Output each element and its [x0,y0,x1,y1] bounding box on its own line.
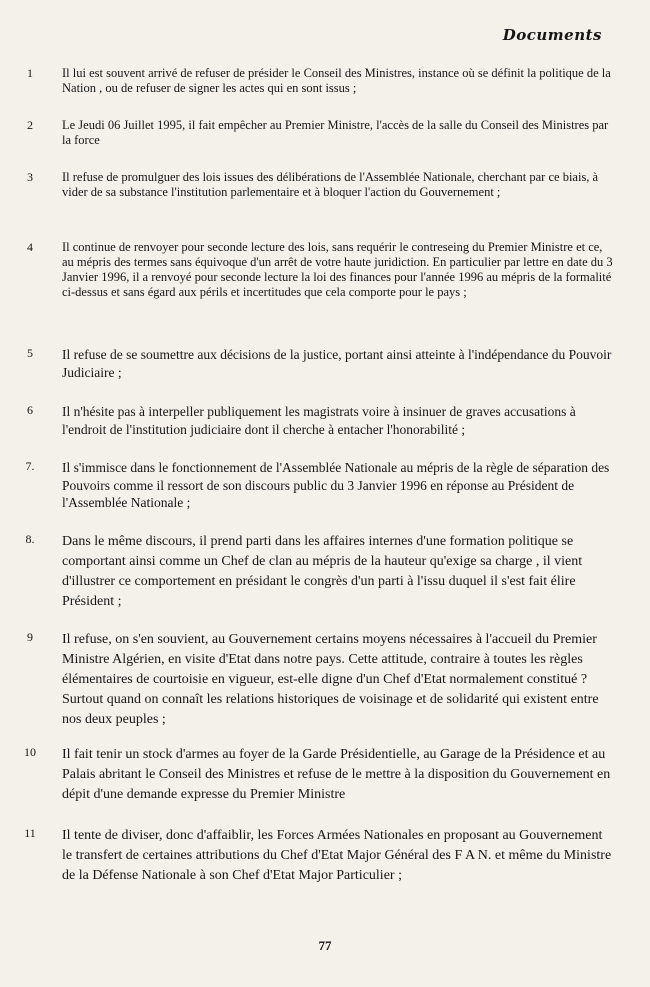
item-text: Dans le même discours, il prend parti dans les affaires internes d'une formation politique se comportant ainsi comme un Chef de clan au mépris de la hauteur qu'exige sa charge , il vient d'illustrer ce comportement en présidant le congrès d'un parti à l'issu duquel il s'est fait élire Président ; [62,534,583,609]
item-number: 2 [27,118,33,132]
item-number: 5 [27,346,33,360]
item-text: Il refuse, on s'en souvient, au Gouvernement certains moyens nécessaires à l'accueil du Premier Ministre Algérien, en visite d'Etat dans notre pays. Cette attitude, contraire à toutes les règles élémentaires de courtoisie en vigueur, est-elle digne d'un Chef d'Etat normalement constitué ? Surtout quand on connaît les relations historiques de voisinage et de solidarité qui existent entre nos deux peuples ; [62,632,599,727]
item-number: 7. [25,459,35,473]
item-number: 4 [27,240,33,254]
item-text: Il refuse de se soumettre aux décisions de la justice, portant ainsi atteinte à l'indépendance du Pouvoir Judiciaire ; [62,347,612,380]
item-number: 6 [27,403,33,417]
item-number: 8. [25,532,35,546]
item-text: Il tente de diviser, donc d'affaiblir, les Forces Armées Nationales en proposant au Gouvernement le transfert de certaines attributions du Chef d'Etat Major Général des F A N. et même du Ministre de la Défense Nationale à son Chef d'Etat Major Particulier ; [62,828,612,883]
item-text: Il refuse de promulguer des lois issues des délibérations de l'Assemblée Nationale, cherchant par ce biais, à vider de sa substance l'institution parlementaire et à bloquer l'action du Gouvernement ; [62,170,599,199]
section-header: Documents [502,26,602,44]
item-text: Il n'hésite pas à interpeller publiquement les magistrats voire à insinuer de graves accusations à l'endroit de l'institution judiciaire dont il cherche à entacher l'honorabilité ; [62,404,576,437]
item-number: 9 [27,630,33,644]
item-text: Le Jeudi 06 Juillet 1995, il fait empêcher au Premier Ministre, l'accès de la salle du Conseil des Ministres par la force [62,118,609,147]
item-number: 10 [24,745,36,759]
page-number: 77 [318,938,332,953]
item-text: Il continue de renvoyer pour seconde lecture des lois, sans requérir le contreseing du Premier Ministre et ce, au mépris des termes sans équivoque d'un arrêt de votre haute juridiction. En particulier par lettre en date du 3 Janvier 1996, il a renvoyé pour seconde lecture la loi des finances pour l'année 1996 au mépris de la formalité ci-dessus et sans égard aux périls et incertitudes que cela comporte pour le pays ; [62,240,613,299]
item-text: Il s'immisce dans le fonctionnement de l'Assemblée Nationale au mépris de la règle de séparation des Pouvoirs comme il ressort de son discours public du 3 Janvier 1996 en réponse au Président de l'Assemblée Nationale ; [62,460,610,510]
item-number: 3 [27,170,33,184]
item-number: 11 [24,826,36,840]
item-text: Il lui est souvent arrivé de refuser de présider le Conseil des Ministres, instance où se définit la politique de la Nation , ou de refuser de signer les actes qui en sont issus ; [62,66,611,95]
item-number: 1 [27,66,33,80]
item-text: Il fait tenir un stock d'armes au foyer de la Garde Présidentielle, au Garage de la Présidence et au Palais abritant le Conseil des Ministres et refuse de le mettre à la disposition du Gouvernement en dépit d'une demande expresse du Premier Ministre [62,747,611,802]
